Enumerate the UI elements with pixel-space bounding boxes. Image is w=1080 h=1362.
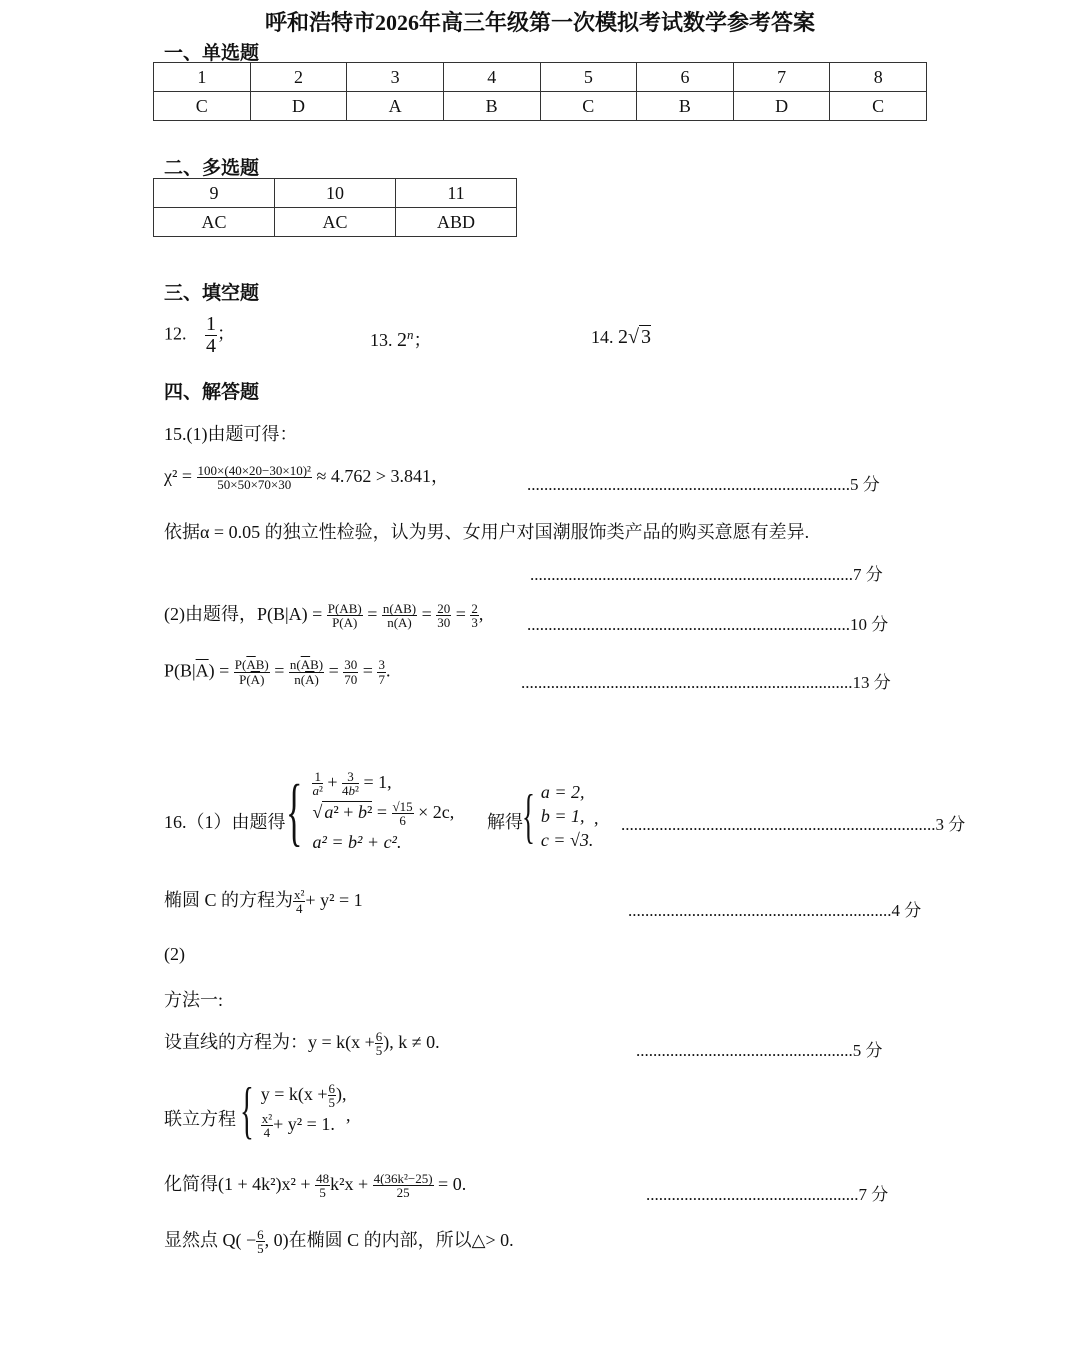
answer-q14: 14. 2√ 3	[591, 326, 651, 348]
q16-solution-comma: ,	[594, 808, 599, 828]
table-cell: C	[830, 92, 927, 121]
table-cell: 10	[275, 179, 396, 208]
q16-simplify: 化简得(1 + 4k²)x² + $\frac{48}{5}$ k²x + $\frac{\text{4(36k²−25)}}{25}$ = 0.	[164, 1170, 467, 1201]
table-cell: B	[443, 92, 540, 121]
table-cell: 3	[347, 63, 444, 92]
score-mark: ............................................................................10 分	[527, 615, 889, 634]
q16-combine-comma: ,	[346, 1105, 351, 1125]
table-cell: 8	[830, 63, 927, 92]
q16-solution: { a = 2, b = 1, c = √3.	[522, 782, 594, 850]
q15-conclusion: 依据α = 0.05 的独立性检验，认为男、女用户对国潮服饰类产品的购买意愿有差异.	[164, 522, 810, 542]
score-mark: ..............................................................4 分	[628, 901, 922, 920]
q15-chi-square: χ² = $\frac{\text{100×(40×20−30×10)²}}{50\times 50\times 70\times 30}$ ≈ 4.762 > 3.841，	[164, 462, 449, 493]
answer-q12: 12. $\frac{1}{4}$ ；	[164, 313, 235, 357]
q15-part3: $P(B|\overline{A})$ = $\frac{P(\overline{A}B)}{P(\overline{A})}$ = $\frac{n(\overline{A}B)}{n(\overline{A})}$ = $\frac{30}{70}$ = $\frac{3}{7}$ .	[164, 657, 391, 687]
table-cell: AC	[154, 208, 275, 237]
table-cell: 5	[540, 63, 637, 92]
table-cell: 4	[443, 63, 540, 92]
section-multi-choice: 二、多选题	[164, 158, 260, 179]
q12-label: 12.	[164, 323, 187, 344]
score-mark: ..................................................7 分	[646, 1185, 889, 1204]
table-cell: A	[347, 92, 444, 121]
section-solutions: 四、解答题	[164, 382, 260, 403]
table-cell: B	[637, 92, 734, 121]
score-mark: ............................................................................5 分	[527, 475, 880, 494]
section-fill-blank: 三、填空题	[164, 283, 260, 304]
table-cell: C	[540, 92, 637, 121]
q16-lead: 16.（1）由题得	[164, 812, 286, 832]
q16-combine: 联立方程	[164, 1109, 236, 1129]
q12-fraction: $\frac{1}{4}$	[206, 313, 216, 357]
score-mark: ..........................................................................3 分	[621, 815, 966, 834]
q16-line: 设直线的方程为：y = k(x + $\frac{6}{5}$ ), k ≠ 0.	[164, 1028, 440, 1059]
table-cell: 7	[733, 63, 830, 92]
table-cell: 6	[637, 63, 734, 92]
page-title: 呼和浩特市2026年高三年级第一次模拟考试数学参考答案	[264, 10, 815, 35]
q16-combine-system: { y = k(x + $\frac{6}{5}$ ), $\frac{\text{x²}}{4}$ + y² = 1.	[240, 1074, 347, 1145]
q16-last: 显然点 Q( − $\frac{6}{5}$ , 0)在椭圆 C 的内部，所以△> 0.	[164, 1226, 514, 1257]
score-mark: ..............................................................................13 分	[521, 673, 891, 692]
table-cell: 11	[396, 179, 517, 208]
q16-ellipse: 椭圆 C 的方程为 $\frac{\text{x²}}{4}$ + y² = 1	[164, 886, 363, 917]
q16-method: 方法一:	[164, 990, 224, 1010]
table-cell: AC	[275, 208, 396, 237]
table-cell: D	[250, 92, 347, 121]
section-single-choice: 一、单选题	[164, 43, 260, 64]
single-choice-table	[153, 62, 927, 121]
q16-part2: (2)	[164, 944, 185, 964]
table-row	[154, 63, 927, 92]
score-mark: ...................................................5 分	[636, 1041, 883, 1060]
table-cell: ABD	[396, 208, 517, 237]
table-cell: 2	[250, 63, 347, 92]
q16-solve-label: 解得	[487, 812, 523, 832]
table-row	[154, 208, 517, 237]
q15-intro: 15.(1)由题可得：	[164, 424, 298, 444]
table-cell: 1	[154, 63, 251, 92]
multi-choice-table	[153, 178, 517, 237]
score-mark: ............................................................................7 分	[530, 565, 883, 584]
table-cell: C	[154, 92, 251, 121]
answer-q13: 13. 2$^n$；	[370, 327, 432, 351]
table-row	[154, 179, 517, 208]
q15-part2: (2)由题得，P(B|A) = $\frac{P(AB)}{P(A)}$ = $\frac{n(AB)}{n(A)}$ = $\frac{20}{30}$ = $\frac{2}{3}$ ,	[164, 600, 484, 631]
q16-system: { $\frac{1}{\text{a²}}$ + $\frac{3}{\text{4b²}}$ = 1, √ a² + b² = $\frac{√15}{6}$ × 2c, a² = b² + c².	[286, 768, 455, 855]
table-row	[154, 92, 927, 121]
table-cell: 9	[154, 179, 275, 208]
table-cell: D	[733, 92, 830, 121]
